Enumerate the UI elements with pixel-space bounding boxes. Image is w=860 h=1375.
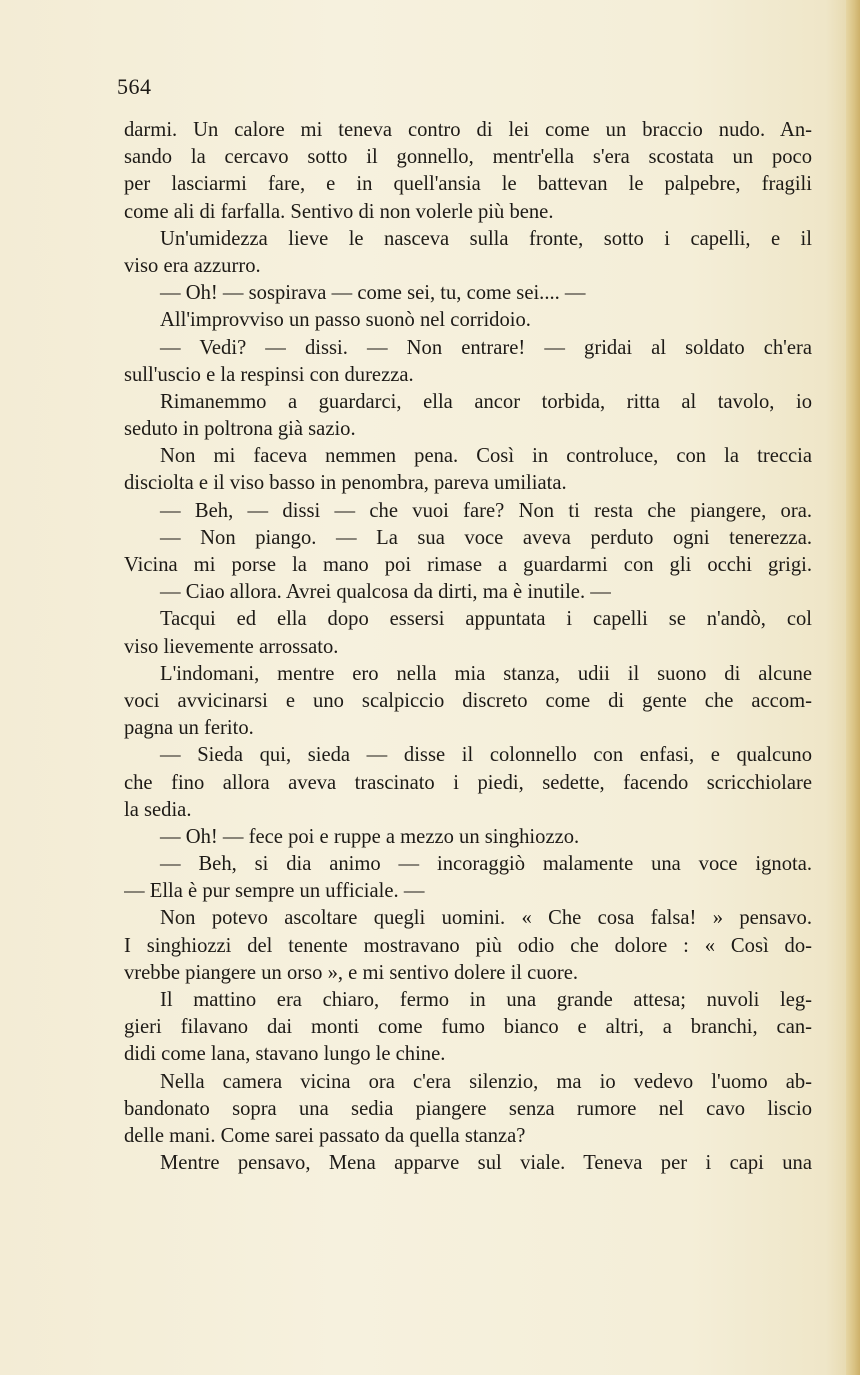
text-line: darmi. Un calore mi teneva contro di lei come un braccio nudo. An-	[124, 119, 812, 141]
text-line: sull'uscio e la respinsi con durezza.	[124, 363, 414, 386]
text-line: voci avvicinarsi e uno scalpiccio discreto come di gente che accom-	[124, 689, 812, 712]
text-line: — Oh! — fece poi e ruppe a mezzo un singhiozzo.	[160, 825, 580, 848]
text-line: — Non piango. — La sua voce aveva perduto ogni tenerezza.	[160, 526, 812, 549]
body-text	[124, 117, 812, 1177]
text-line: viso era azzurro.	[124, 254, 261, 277]
text-line: Un'umidezza lieve le nasceva sulla fronte, sotto i capelli, e il	[160, 227, 812, 250]
text-line: la sedia.	[124, 798, 192, 821]
text-line: — Beh, si dia animo — incoraggiò malamente una voce ignota.	[160, 853, 812, 876]
text-line: Mentre pensavo, Mena apparve sul viale. Teneva per i capi una	[160, 1152, 812, 1175]
text-line: gieri filavano dai monti come fumo bianco e altri, a branchi, can-	[124, 1016, 812, 1039]
text-line: sando la cercavo sotto il gonnello, mentr'ella s'era scostata un poco	[124, 146, 812, 169]
text-line: — Vedi? — dissi. — Non entrare! — gridai al soldato ch'era	[160, 336, 812, 359]
text-line: bandonato sopra una sedia piangere senza rumore nel cavo liscio	[124, 1097, 812, 1120]
text-line: Il mattino era chiaro, fermo in una grande attesa; nuvoli leg-	[160, 989, 812, 1011]
text-line: — Oh! — sospirava — come sei, tu, come sei.... —	[160, 282, 586, 305]
page-edge	[846, 0, 860, 1375]
text-line: pagna un ferito.	[124, 717, 254, 740]
text-line: seduto in poltrona già sazio.	[124, 418, 356, 441]
text-line: viso lievemente arrossato.	[124, 635, 339, 658]
text-line: didi come lana, stavano lungo le chine.	[124, 1043, 446, 1066]
text-line: vrebbe piangere un orso », e mi sentivo dolere il cuore.	[124, 961, 579, 984]
text-line: delle mani. Come sarei passato da quella stanza?	[124, 1124, 526, 1147]
page-number: 564	[117, 74, 152, 99]
text-line: — Sieda qui, sieda — disse il colonnello con enfasi, e qualcuno	[160, 744, 812, 767]
text-line: Rimanemmo a guardarci, ella ancor torbida, ritta al tavolo, io	[160, 390, 812, 413]
text-line: — Ella è pur sempre un ufficiale. —	[124, 880, 425, 903]
text-line: Tacqui ed ella dopo essersi appuntata i capelli se n'andò, col	[160, 608, 812, 631]
text-line: Vicina mi porse la mano poi rimase a guardarmi con gli occhi grigi.	[124, 554, 812, 576]
text-line: per lasciarmi fare, e in quell'ansia le battevan le palpebre, fragili	[124, 173, 812, 196]
text-line: — Beh, — dissi — che vuoi fare? Non ti resta che piangere, ora.	[160, 499, 812, 522]
text-line: Nella camera vicina ora c'era silenzio, ma io vedevo l'uomo ab-	[160, 1070, 812, 1093]
text-line: che fino allora aveva trascinato i piedi, sedette, facendo scricchiolare	[124, 771, 812, 794]
text-line: L'indomani, mentre ero nella mia stanza, udii il suono di alcune	[160, 662, 812, 685]
text-line: — Ciao allora. Avrei qualcosa da dirti, ma è inutile. —	[160, 581, 611, 604]
text-line: Non mi faceva nemmen pena. Così in controluce, con la treccia	[160, 445, 812, 468]
text-line: All'improvviso un passo suonò nel corridoio.	[160, 309, 531, 332]
text-line: disciolta e il viso basso in penombra, pareva umiliata.	[124, 472, 567, 495]
text-line: I singhiozzi del tenente mostravano più odio che dolore : « Così do-	[124, 934, 812, 957]
text-line: Non potevo ascoltare quegli uomini. « Che cosa falsa! » pensavo.	[160, 907, 812, 930]
text-line: come ali di farfalla. Sentivo di non volerle più bene.	[124, 200, 554, 223]
